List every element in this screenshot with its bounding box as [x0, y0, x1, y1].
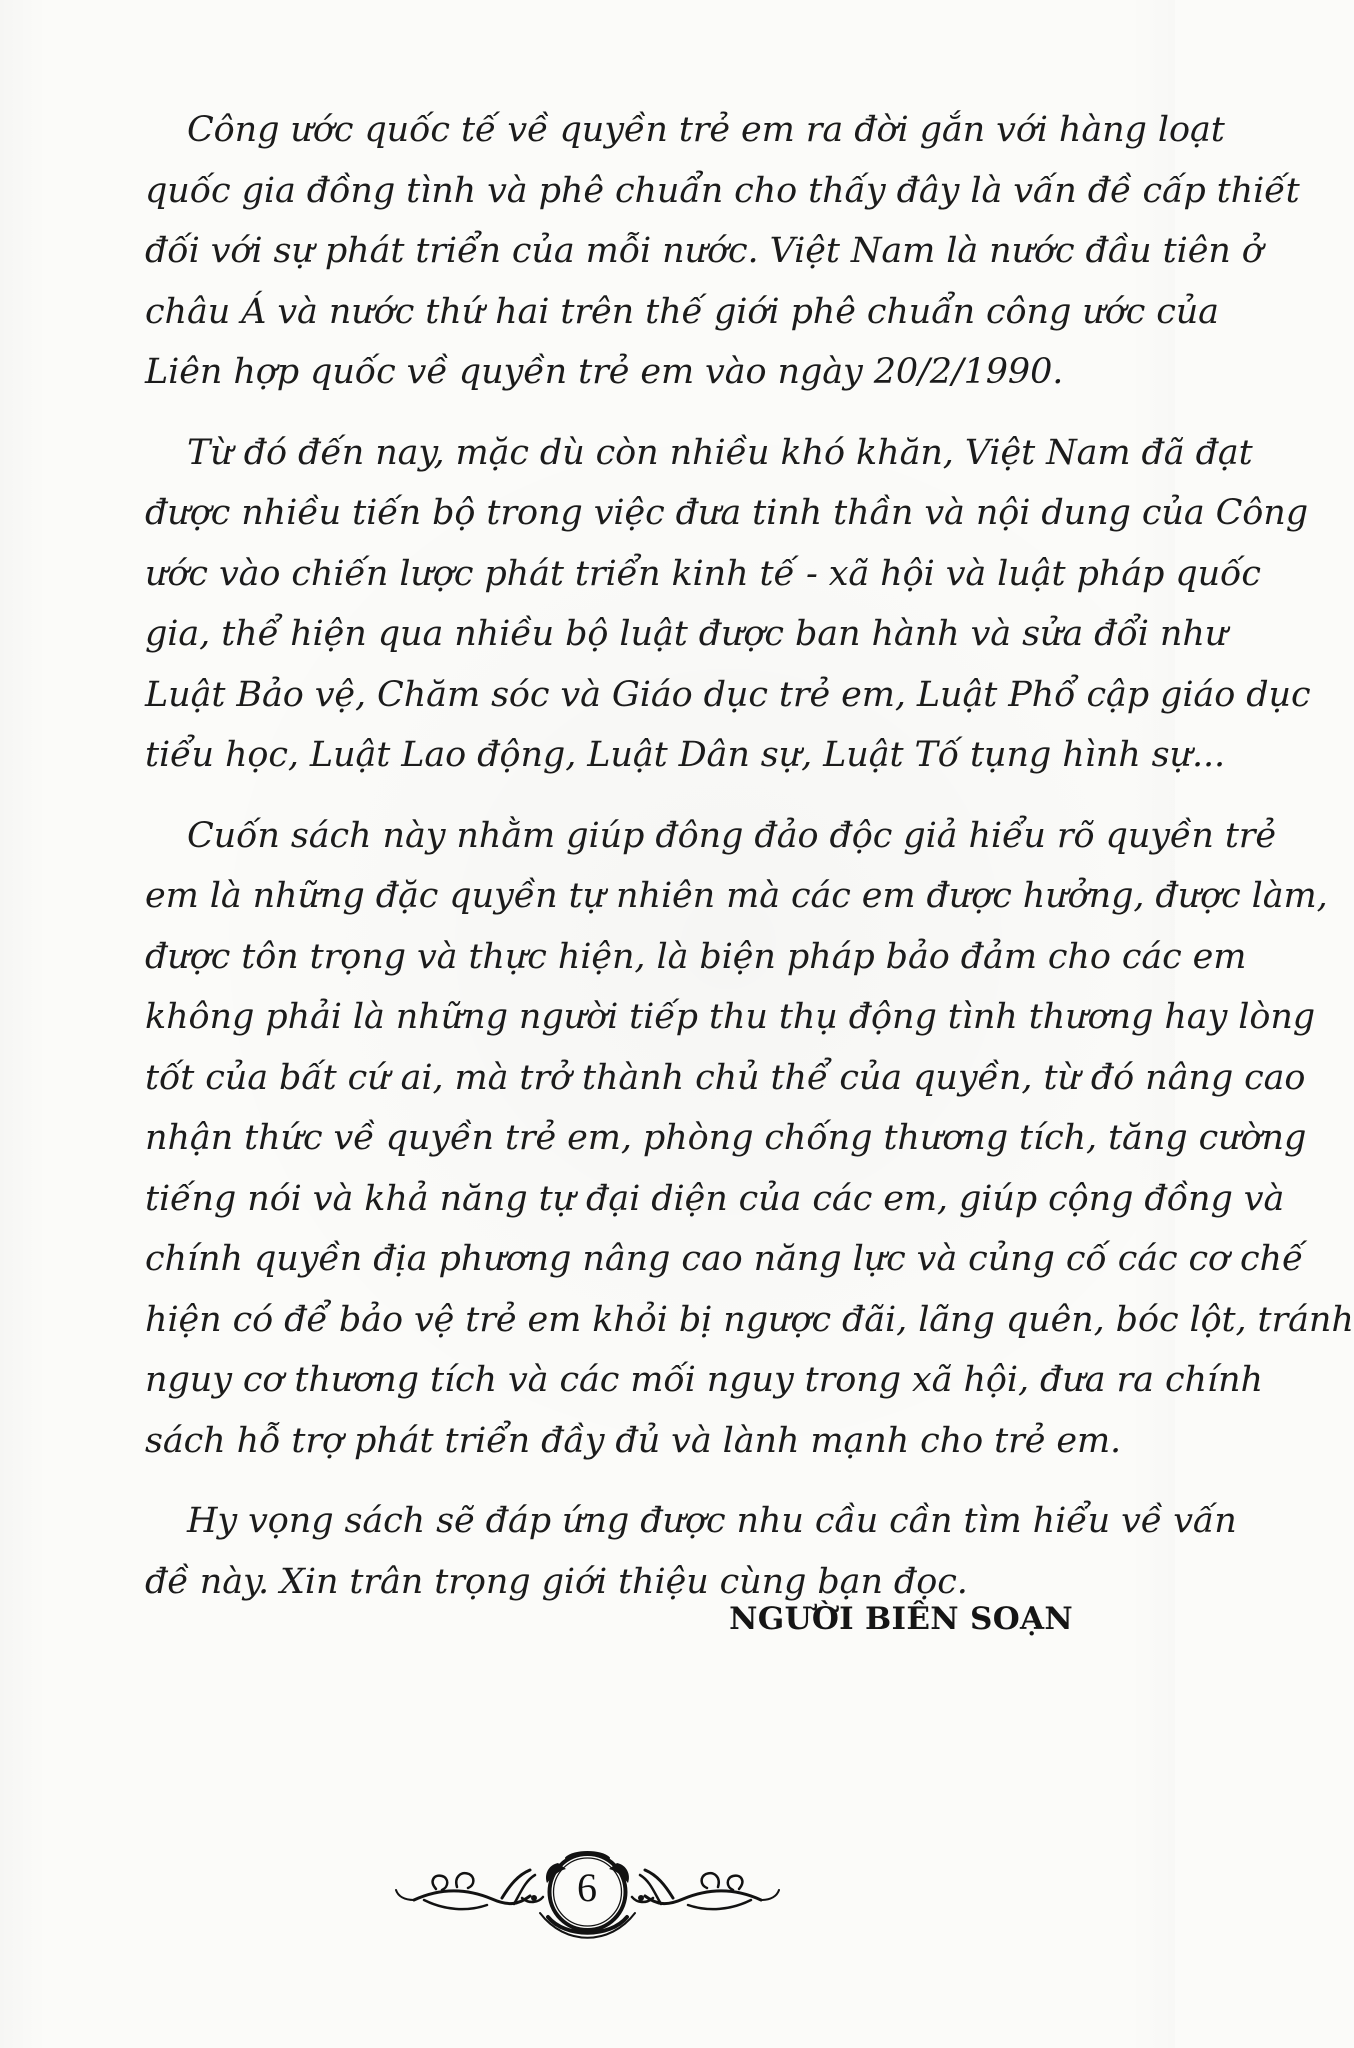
body-text	[145, 100, 1354, 1612]
paragraph-line: được tôn trọng và thực hiện, là biện pháp bảo đảm cho các em	[145, 936, 1247, 977]
paragraph-line: Từ đó đến nay, mặc dù còn nhiều khó khăn, Việt Nam đã đạt	[187, 432, 1253, 473]
paragraph-line: chính quyền địa phương nâng cao năng lực và củng cố các cơ chế	[145, 1239, 1304, 1279]
paragraph-line: Liên hợp quốc về quyền trẻ em vào ngày 20/2/1990.	[145, 352, 1064, 392]
paragraph-line: tiếng nói và khả năng tự đại diện của các em, giúp cộng đồng và	[145, 1178, 1285, 1219]
paragraph-line: không phải là những người tiếp thu thụ động tình thương hay lòng	[145, 997, 1316, 1037]
paragraph-line: đối với sự phát triển của mỗi nước. Việt Nam là nước đầu tiên ở	[145, 231, 1263, 271]
paragraph-line: quốc gia đồng tình và phê chuẩn cho thấy đây là vấn đề cấp thiết	[145, 170, 1300, 211]
paragraph-line: châu Á và nước thứ hai trên thế giới phê chuẩn công ước của	[145, 291, 1219, 332]
paragraph-line: Cuốn sách này nhằm giúp đông đảo độc giả hiểu rõ quyền trẻ	[187, 815, 1277, 856]
paragraph-line: tốt của bất cứ ai, mà trở thành chủ thể của quyền, từ đó nâng cao	[145, 1057, 1306, 1098]
paragraph-1	[145, 100, 1300, 403]
paragraph-line: hiện có để bảo vệ trẻ em khỏi bị ngược đãi, lãng quên, bóc lột, tránh	[145, 1299, 1354, 1340]
page-number: 6	[577, 1865, 597, 1910]
paragraph-line: Công ước quốc tế về quyền trẻ em ra đời gắn với hàng loạt	[187, 110, 1225, 150]
paragraph-line: Luật Bảo vệ, Chăm sóc và Giáo dục trẻ em, Luật Phổ cập giáo dục	[145, 674, 1311, 715]
paragraph-2	[145, 423, 1311, 786]
paragraph-line: nhận thức về quyền trẻ em, phòng chống thương tích, tăng cường	[145, 1118, 1307, 1158]
paragraph-line: gia, thể hiện qua nhiều bộ luật được ban hành và sửa đổi như	[145, 614, 1228, 654]
paragraph-4	[145, 1491, 1237, 1612]
paragraph-3	[145, 806, 1354, 1472]
author-signature: NGƯỜI BIÊN SOẠN	[729, 1601, 1073, 1637]
paragraph-line: được nhiều tiến bộ trong việc đưa tinh thần và nội dung của Công	[145, 493, 1309, 533]
paragraph-line: tiểu học, Luật Lao động, Luật Dân sự, Luật Tố tụng hình sự...	[145, 735, 1226, 775]
paragraph-line: ước vào chiến lược phát triển kinh tế - xã hội và luật pháp quốc	[145, 553, 1261, 594]
paragraph-line: đề này. Xin trân trọng giới thiệu cùng bạn đọc.	[145, 1561, 968, 1602]
paragraph-line: em là những đặc quyền tự nhiên mà các em được hưởng, được làm,	[145, 876, 1328, 916]
paragraph-line: nguy cơ thương tích và các mối nguy trong xã hội, đưa ra chính	[145, 1360, 1263, 1400]
paragraph-line: sách hỗ trợ phát triển đầy đủ và lành mạnh cho trẻ em.	[145, 1420, 1122, 1461]
paragraph-line: Hy vọng sách sẽ đáp ứng được nhu cầu cần tìm hiểu về vấn	[187, 1501, 1237, 1541]
